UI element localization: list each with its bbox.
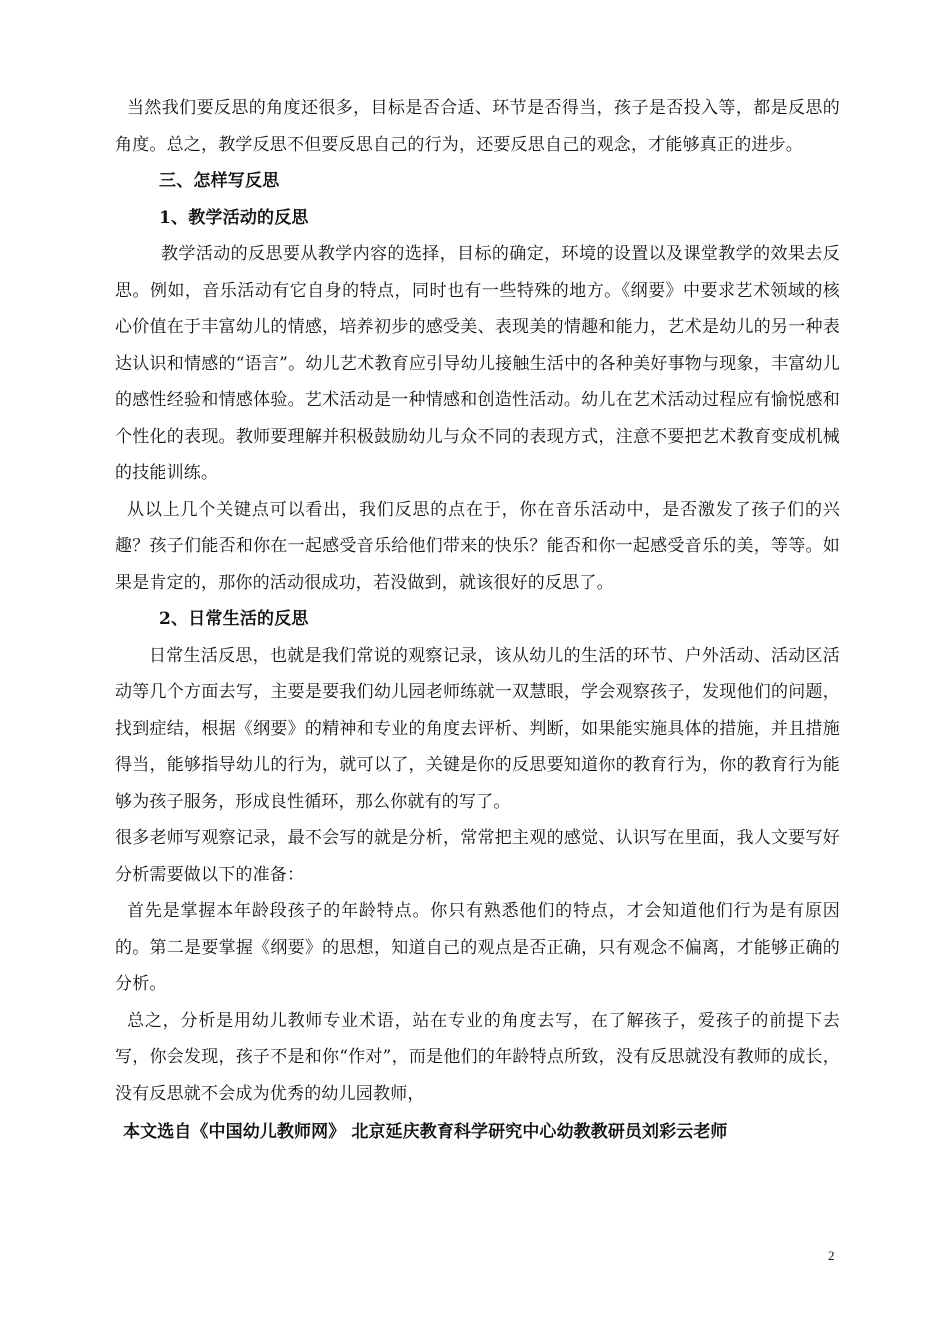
paragraph-reflection-angles: 当然我们要反思的角度还很多，目标是否合适、环节是否得当，孩子是否投入等，都是反思的角度。总之，教学反思不但要反思自己的行为，还要反思自己的观念，才能够真正的进步。: [115, 98, 840, 155]
document-body: [115, 90, 840, 1151]
subheading-daily-life: 2、日常生活的反思: [159, 609, 309, 629]
paragraph-teaching-activity: 教学活动的反思要从教学内容的选择，目标的确定，环境的设置以及课堂教学的效果去反思。例如，音乐活动有它自身的特点，同时也有一些特殊的地方。《纲要》中要求艺术领域的核心价值在于丰富幼儿的情感，培养初步的感受美、表现美的情趣和能力，艺术是幼儿的另一种表达认识和情感的“语言”。幼儿艺术教育应引导幼儿接触生活中的各种美好事物与现象，丰富幼儿的感性经验和情感体验。艺术活动是一种情感和创造性活动。幼儿在艺术活动过程应有愉悦感和个性化的表现。教师要理解并积极鼓励幼儿与众不同的表现方式，注意不要把艺术教育变成机械的技能训练。: [115, 244, 840, 483]
paragraph-age-characteristics: 首先是掌握本年龄段孩子的年龄特点。你只有熟悉他们的特点，才会知道他们行为是有原因的。第二是要掌握《纲要》的思想，知道自己的观点是否正确，只有观念不偏离，才能够正确的分析。: [115, 901, 840, 994]
paragraph-key-points: 从以上几个关键点可以看出，我们反思的点在于，你在音乐活动中，是否激发了孩子们的兴趣？孩子们能否和你在一起感受音乐给他们带来的快乐？能否和你一起感受音乐的美，等等。如果是肯定的，那你的活动很成功，若没做到，就该很好的反思了。: [115, 499, 840, 593]
subheading-teaching-activity: 1、教学活动的反思: [159, 207, 309, 228]
page-number: 2: [828, 1248, 835, 1263]
paragraph-observation-records: 很多老师写观察记录，最不会写的就是分析，常常把主观的感觉、认识写在里面，我人文要写好分析需要做以下的准备：: [115, 828, 840, 885]
paragraph-conclusion: 总之，分析是用幼儿教师专业术语，站在专业的角度去写，在了解孩子，爱孩子的前提下去写，你会发现，孩子不是和你“作对”，而是他们的年龄特点所致，没有反思就没有教师的成长，没有反思就不会成为优秀的幼儿园教师，: [115, 1010, 840, 1104]
source-attribution: 本文选自《中国幼儿教师网》 北京延庆教育科学研究中心幼教教研员刘彩云老师: [123, 1122, 728, 1142]
paragraph-daily-life: 日常生活反思，也就是我们常说的观察记录，该从幼儿的生活的环节、户外活动、活动区活动等几个方面去写，主要是要我们幼儿园老师练就一双慧眼，学会观察孩子，发现他们的问题，找到症结，根据《纲要》的精神和专业的角度去评析、判断，如果能实施具体的措施，并且措施得当，能够指导幼儿的行为，就可以了，关键是你的反思要知道你的教育行为，你的教育行为能够为孩子服务，形成良性循环，那么你就有的写了。: [115, 645, 840, 812]
section-heading-how-to-write: 三、怎样写反思: [159, 171, 280, 191]
